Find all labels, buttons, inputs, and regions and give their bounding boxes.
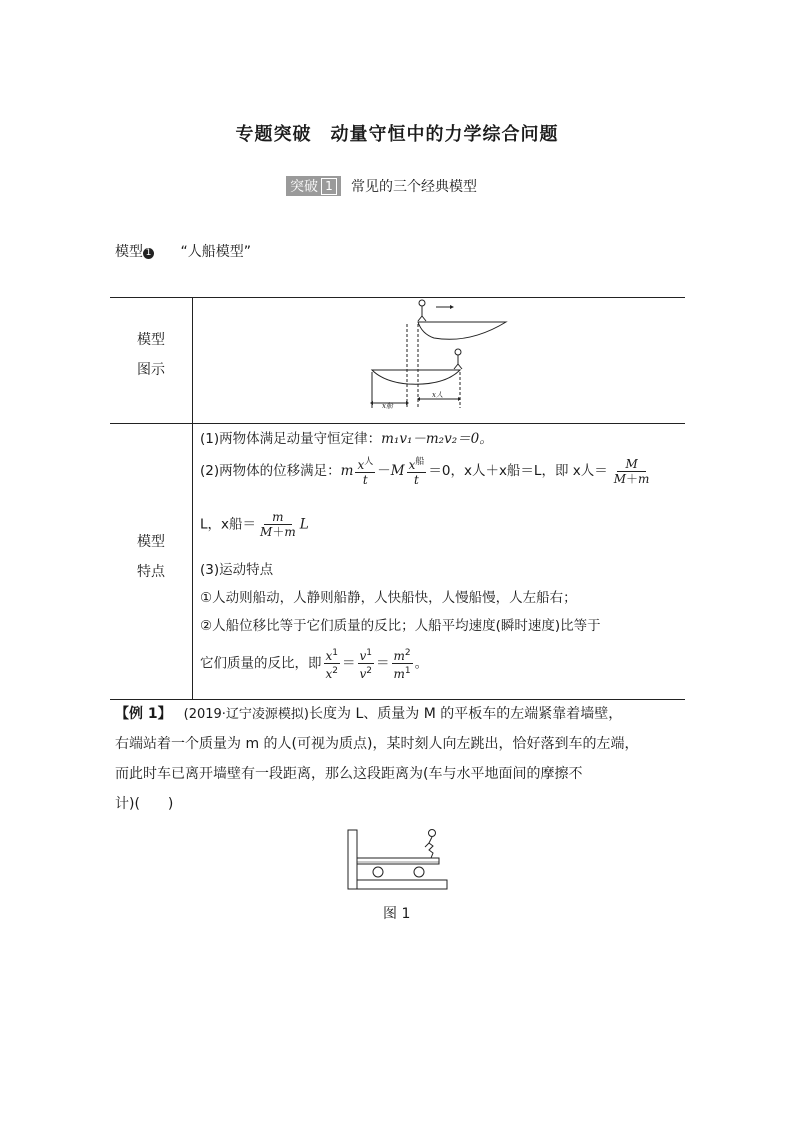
example-line-1-text: 长度为 L、质量为 M 的平板车的左端紧靠着墙壁， <box>309 706 623 722</box>
table-bottom-border <box>110 699 685 700</box>
bottom-boat <box>372 370 460 384</box>
section-title: 常见的三个经典模型 <box>351 179 477 195</box>
feature-2-mid: ＝0，x人＋x船＝L，即 x人＝ <box>428 463 608 479</box>
ground <box>357 880 447 889</box>
wall <box>348 830 357 889</box>
person-head <box>429 830 436 837</box>
feature-line-4: (3)运动特点 <box>200 562 274 578</box>
row2-label-line1: 模型 <box>137 534 165 550</box>
model-label: 模型 <box>115 244 143 260</box>
row1-label-line1: 模型 <box>137 332 165 348</box>
feature-line-7: 它们质量的反比，即 $\frac{x^1}{x^2}$ ＝ $\frac{v^1}{v^2}$ ＝ $\frac{m^2}{m^1}$ 。 <box>200 648 429 681</box>
model-name: “人船模型” <box>180 244 251 260</box>
row1-label-line2: 图示 <box>137 362 165 378</box>
feature-7-end: 。 <box>414 655 429 672</box>
feature-1-eq: m₁v₁－m₂v₂＝0。 <box>381 431 493 447</box>
example-line-1 <box>115 703 622 723</box>
model-number: 1 <box>143 248 154 259</box>
model-heading <box>115 241 251 261</box>
bottom-person-head <box>455 349 461 355</box>
top-person-leg-left <box>418 316 422 321</box>
x-boat-label: x船 <box>382 402 393 410</box>
cart-wheel-right <box>414 867 424 877</box>
cart-plank <box>357 858 439 864</box>
feature-3-text: L，x船＝ <box>200 516 257 533</box>
feature-line-3: L，x船＝ $\frac{m}{M+m}$ L <box>200 510 309 539</box>
example-line-4: 计)( ) <box>115 796 174 812</box>
row2-label-line2: 特点 <box>137 564 165 580</box>
example-source: (2019·辽宁凌源模拟) <box>183 707 309 722</box>
figure-caption: 图 1 <box>383 906 411 922</box>
bottom-person-leg-left <box>454 364 458 369</box>
feature-7-text: 它们质量的反比，即 <box>200 655 322 672</box>
example-label: 【例 1】 <box>115 706 172 722</box>
section-heading <box>286 176 477 196</box>
example-line-2: 右端站着一个质量为 m 的人(可视为质点)，某时刻人向左跳出，恰好落到车的左端， <box>115 736 639 752</box>
top-person-leg-right <box>422 316 426 321</box>
person-body <box>429 837 433 858</box>
person-arm <box>425 843 429 847</box>
feature-1-text: (1)两物体满足动量守恒定律： <box>200 431 382 447</box>
top-person-head <box>419 300 425 306</box>
example-1 <box>115 703 690 823</box>
motion-arrow-head <box>450 305 454 309</box>
top-boat <box>418 322 506 339</box>
section-tag <box>286 176 341 196</box>
person-boat-diagram <box>360 298 520 413</box>
feature-line-6: ②人船位移比等于它们质量的反比；人船平均速度(瞬时速度)比等于 <box>200 618 601 634</box>
page-title: 专题突破 动量守恒中的力学综合问题 <box>235 124 559 145</box>
feature-2-text: (2)两物体的位移满足： <box>200 463 341 479</box>
section-tag-text: 突破 <box>290 179 318 195</box>
example-line-3: 而此时车已离开墙壁有一段距离，那么这段距离为(车与水平地面间的摩擦不 <box>115 766 583 782</box>
bottom-person-leg-right <box>458 364 462 369</box>
feature-line-5: ①人动则船动，人静则船静，人快船快，人慢船慢，人左船右； <box>200 590 577 606</box>
cart-wheel-left <box>373 867 383 877</box>
row2-label <box>121 527 181 587</box>
row1-label <box>121 325 181 385</box>
feature-line-1 <box>200 427 493 447</box>
table-column-divider <box>192 297 193 699</box>
section-number: 1 <box>321 178 337 195</box>
model-features-cell <box>200 424 685 698</box>
x-person-label: x人 <box>432 391 443 399</box>
figure-1-cart-wall <box>345 826 450 892</box>
feature-line-2: (2)两物体的位移满足：m $\frac{x^人}{t}$ －M $\frac{x^船}{t}$ ＝0，x人＋x船＝L，即 x人＝ $\frac{M}{M+m}$ <box>200 456 650 487</box>
